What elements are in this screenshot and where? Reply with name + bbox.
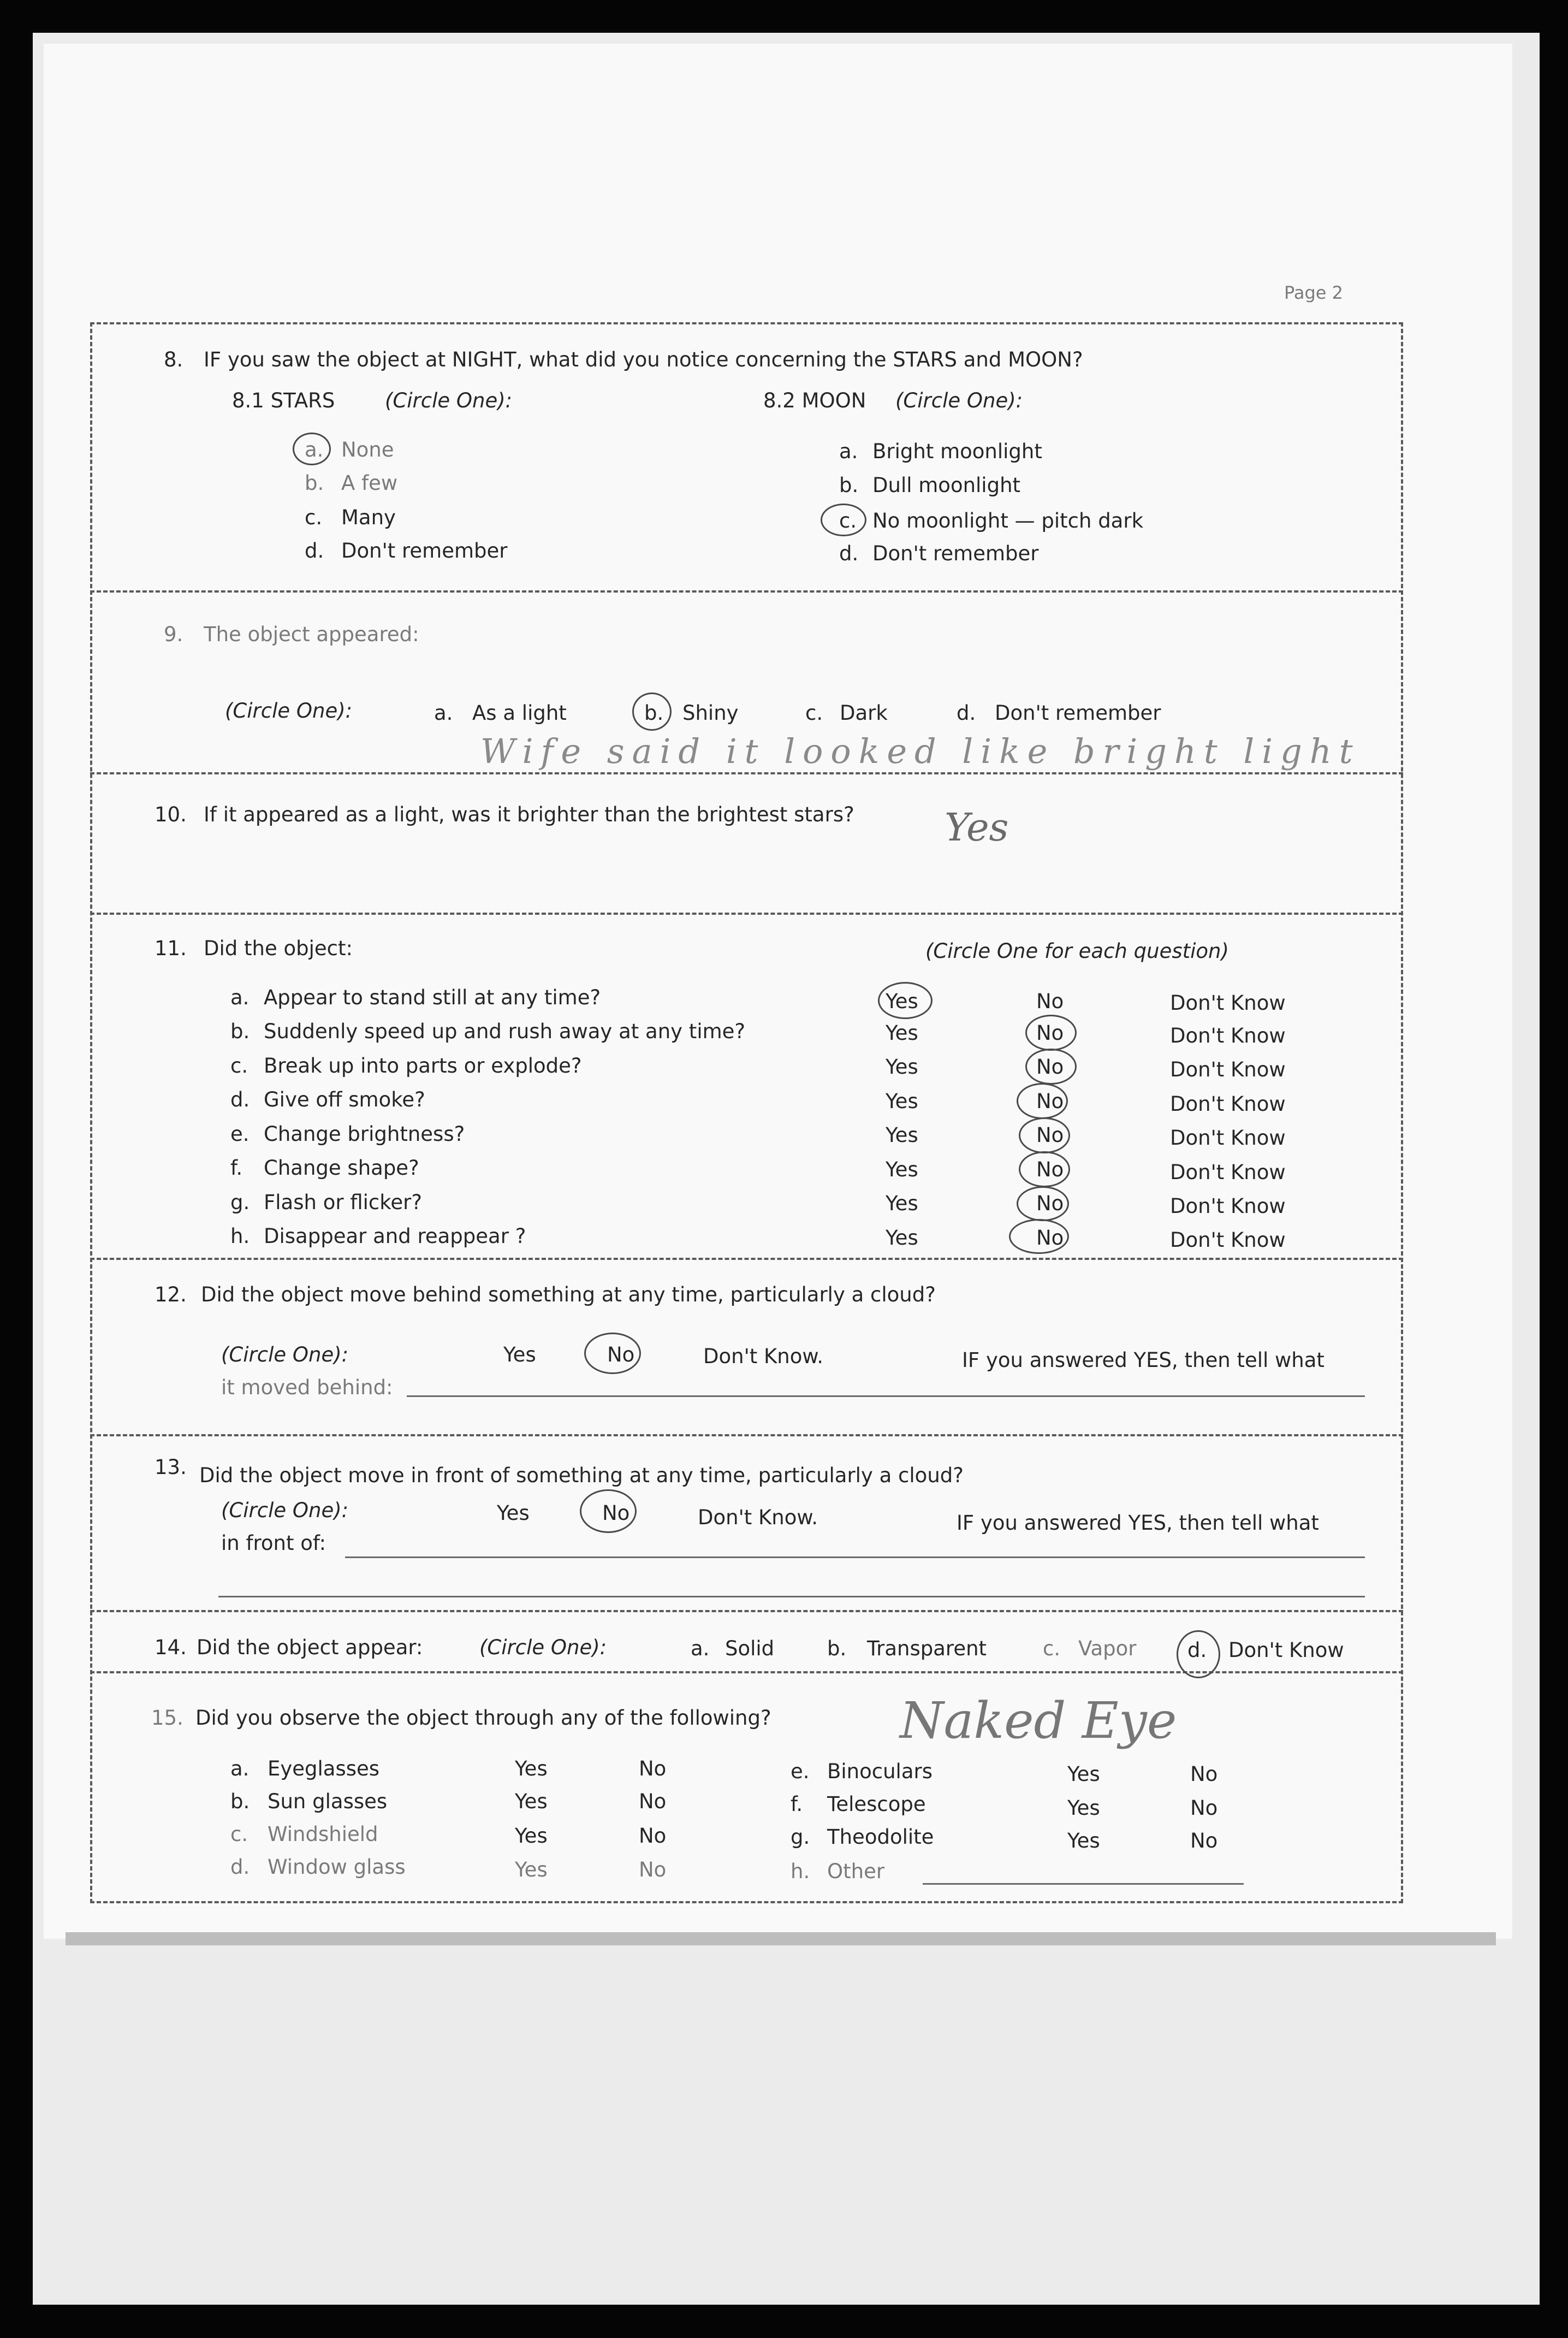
q11-row-label: Give off smoke?: [264, 1088, 425, 1111]
q8-number: 8.: [164, 348, 183, 371]
q11-row-letter: f.: [230, 1156, 243, 1180]
q14-number: 14.: [155, 1636, 187, 1659]
q11-row-yes: Yes: [886, 990, 918, 1013]
q13-instruction: (Circle One):: [221, 1499, 349, 1522]
q11-answer-circle: [1019, 1117, 1070, 1153]
q11-row-no: No: [1036, 1090, 1064, 1113]
q12-instruction: (Circle One):: [221, 1343, 349, 1366]
q11-row-yes: Yes: [886, 1226, 918, 1250]
q15-other-line[interactable]: [923, 1883, 1244, 1885]
q11-number: 11.: [155, 937, 187, 960]
q14-a-label: Solid: [725, 1637, 775, 1660]
q8-moon-b-letter: b.: [839, 473, 859, 497]
q11-row-dontknow: Don't Know: [1170, 1024, 1286, 1047]
q15-item-letter: a.: [230, 1757, 250, 1780]
q11-row-dontknow: Don't Know: [1170, 1126, 1286, 1150]
q15-item-label: Binoculars: [827, 1760, 933, 1783]
q11-row-letter: c.: [230, 1054, 248, 1078]
q15-item-no: No: [1190, 1829, 1218, 1852]
sheet-shadow: [66, 1932, 1496, 1945]
q13-number: 13.: [155, 1455, 187, 1479]
q15-item-no: No: [639, 1757, 667, 1780]
q15-item-no: No: [639, 1790, 667, 1813]
q8-stars-c-label: Many: [341, 506, 396, 529]
q8-stars-instruction: (Circle One):: [385, 389, 513, 412]
q11-answer-circle: [1019, 1151, 1070, 1187]
q11-row-no: No: [1036, 1226, 1064, 1250]
q15-item-letter: b.: [230, 1790, 250, 1813]
q8-moon-answer-circle: [821, 504, 866, 536]
q11-row-dontknow: Don't Know: [1170, 1161, 1286, 1184]
q8-stars-b-letter: b.: [305, 471, 324, 495]
q11-row-yes: Yes: [886, 1090, 918, 1113]
q11-row-dontknow: Don't Know: [1170, 1092, 1286, 1116]
q8-moon-a-letter: a.: [839, 440, 858, 463]
q8-moon-c-label: No moonlight — pitch dark: [872, 509, 1143, 532]
q8-stars-c-letter: c.: [305, 506, 323, 529]
q8-stars-answer-circle: [293, 433, 331, 465]
q9-b-letter: b.: [644, 701, 664, 725]
q9-d-letter: d.: [957, 701, 976, 725]
q15-item-yes: Yes: [1067, 1829, 1100, 1852]
q11-question: Did the object:: [204, 937, 353, 960]
q11-row-no: No: [1036, 1021, 1064, 1045]
q11-row-no: No: [1036, 1055, 1064, 1079]
q11-answer-circle: [1017, 1083, 1068, 1119]
q11-row-yes: Yes: [886, 1123, 918, 1147]
q11-instruction: (Circle One for each question): [925, 939, 1229, 963]
q11-row-yes: Yes: [886, 1158, 918, 1181]
q15-item-label: Sun glasses: [268, 1790, 388, 1813]
q14-d-label: Don't Know: [1228, 1638, 1344, 1662]
q11-row-yes: Yes: [886, 1192, 918, 1215]
q11-row-label: Change brightness?: [264, 1122, 465, 1146]
q9-handwritten-note: Wife said it looked like bright light: [480, 731, 1361, 771]
q15-item-yes: Yes: [515, 1858, 548, 1881]
q8-stars-d-label: Don't remember: [341, 539, 508, 563]
q15-item-label: Windshield: [268, 1822, 378, 1846]
q8-moon-b-label: Dull moonlight: [872, 473, 1021, 497]
q15-item-letter: d.: [230, 1855, 250, 1879]
q8-stars-d-letter: d.: [305, 539, 324, 563]
q12-number: 12.: [155, 1283, 187, 1306]
q15-item-yes: Yes: [1067, 1762, 1100, 1786]
q15-item-label: Telescope: [827, 1792, 926, 1816]
q15-item-yes: Yes: [515, 1824, 548, 1848]
q15-item-no: No: [1190, 1762, 1218, 1786]
q14-instruction: (Circle One):: [479, 1636, 607, 1659]
q14-question: Did the object appear:: [197, 1636, 423, 1659]
q14-c-letter: c.: [1043, 1637, 1061, 1660]
q11-answer-circle: [878, 982, 933, 1019]
q15-item-yes: Yes: [1067, 1796, 1100, 1820]
section-q10: [90, 774, 1403, 915]
q14-b-label: Transparent: [867, 1637, 987, 1660]
q9-c-letter: c.: [805, 701, 823, 725]
q11-row-label: Break up into parts or explode?: [264, 1054, 582, 1078]
q13-dontknow: Don't Know.: [698, 1506, 818, 1529]
q11-row-label: Flash or flicker?: [264, 1191, 422, 1214]
q12-question: Did the object move behind something at any time, particularly a cloud?: [201, 1283, 936, 1306]
q8-question: IF you saw the object at NIGHT, what did you notice concerning the STARS and MOON?: [204, 348, 1083, 371]
q11-answer-circle: [1025, 1049, 1077, 1085]
q11-row-dontknow: Don't Know: [1170, 991, 1286, 1015]
q15-number: 15.: [151, 1706, 183, 1730]
q11-row-label: Disappear and reappear ?: [264, 1224, 526, 1248]
q13-followup-label: in front of:: [221, 1531, 326, 1555]
q15-item-label: Other: [827, 1860, 885, 1883]
q9-instruction: (Circle One):: [225, 699, 353, 723]
q10-number: 10.: [155, 803, 187, 826]
q15-item-letter: c.: [230, 1822, 248, 1846]
q12-dontknow: Don't Know.: [703, 1345, 823, 1368]
q15-item-no: No: [639, 1858, 667, 1881]
q11-row-yes: Yes: [886, 1055, 918, 1079]
q15-item-letter: e.: [791, 1760, 810, 1783]
q15-handwritten-answer: Naked Eye: [900, 1691, 1177, 1750]
q15-item-letter: g.: [791, 1825, 810, 1849]
q11-row-letter: g.: [230, 1191, 250, 1214]
q14-d-letter: d.: [1187, 1638, 1207, 1662]
q12-if-yes-prompt: IF you answered YES, then tell what: [962, 1348, 1325, 1372]
q10-question: If it appeared as a light, was it brighter than the brightest stars?: [204, 803, 854, 826]
q13-no: No: [602, 1501, 630, 1525]
q12-no: No: [607, 1343, 635, 1366]
q11-row-no: No: [1036, 1158, 1064, 1181]
q15-item-no: No: [639, 1824, 667, 1848]
q8-moon-heading: 8.2 MOON: [763, 389, 866, 412]
q11-row-no: No: [1036, 1123, 1064, 1147]
q14-b-letter: b.: [827, 1637, 847, 1660]
q13-answer-line-2[interactable]: [218, 1596, 1365, 1597]
q12-yes: Yes: [503, 1343, 536, 1366]
q15-item-yes: Yes: [515, 1757, 548, 1780]
q11-row-letter: d.: [230, 1088, 250, 1111]
q13-answer-circle: [580, 1489, 637, 1533]
q8-stars-a-letter: a.: [305, 438, 324, 461]
q12-answer-line[interactable]: [407, 1395, 1365, 1397]
q9-a-letter: a.: [434, 701, 453, 725]
q15-item-letter: h.: [791, 1860, 810, 1883]
q14-answer-circle: [1177, 1630, 1220, 1678]
q9-number: 9.: [164, 623, 183, 646]
q11-row-letter: a.: [230, 986, 250, 1009]
q9-answer-circle: [632, 692, 672, 731]
q9-c-label: Dark: [840, 701, 888, 725]
q11-row-letter: e.: [230, 1122, 250, 1146]
q11-row-label: Change shape?: [264, 1156, 419, 1180]
q15-item-letter: f.: [791, 1792, 803, 1816]
q8-stars-heading: 8.1 STARS: [232, 389, 335, 412]
q15-item-label: Eyeglasses: [268, 1757, 380, 1780]
q9-a-label: As a light: [472, 701, 567, 725]
q11-row-no: No: [1036, 1192, 1064, 1215]
q11-row-dontknow: Don't Know: [1170, 1228, 1286, 1252]
q14-c-label: Vapor: [1078, 1637, 1137, 1660]
q15-question: Did you observe the object through any of the following?: [195, 1706, 771, 1730]
q13-yes: Yes: [497, 1501, 530, 1525]
q15-item-label: Theodolite: [827, 1825, 934, 1849]
q8-moon-d-letter: d.: [839, 542, 859, 565]
q11-answer-circle: [1017, 1186, 1069, 1221]
q11-row-letter: h.: [230, 1224, 250, 1248]
q12-answer-circle: [584, 1333, 641, 1374]
q11-row-dontknow: Don't Know: [1170, 1194, 1286, 1218]
page-label: Page 2: [1284, 282, 1343, 303]
q13-answer-line[interactable]: [345, 1556, 1365, 1558]
q13-if-yes-prompt: IF you answered YES, then tell what: [957, 1511, 1319, 1535]
q8-moon-a-label: Bright moonlight: [872, 440, 1042, 463]
q9-question: The object appeared:: [204, 623, 419, 646]
q8-stars-a-label: None: [341, 438, 394, 461]
q15-item-no: No: [1190, 1796, 1218, 1820]
q11-row-letter: b.: [230, 1020, 250, 1043]
q10-handwritten-answer: Yes: [945, 805, 1009, 850]
q11-row-dontknow: Don't Know: [1170, 1058, 1286, 1081]
q11-answer-circle: [1025, 1015, 1077, 1051]
q11-row-label: Appear to stand still at any time?: [264, 986, 601, 1009]
q11-row-label: Suddenly speed up and rush away at any time?: [264, 1020, 746, 1043]
q12-followup-label: it moved behind:: [221, 1376, 393, 1399]
q8-moon-d-label: Don't remember: [872, 542, 1039, 565]
q9-b-label: Shiny: [682, 701, 739, 725]
q11-row-yes: Yes: [886, 1021, 918, 1045]
q11-row-no: No: [1036, 990, 1064, 1013]
q8-stars-b-label: A few: [341, 471, 398, 495]
q8-moon-c-letter: c.: [839, 509, 857, 532]
q15-item-yes: Yes: [515, 1790, 548, 1813]
q11-answer-circle: [1009, 1219, 1069, 1254]
q14-a-letter: a.: [691, 1637, 710, 1660]
q8-moon-instruction: (Circle One):: [895, 389, 1023, 412]
q15-item-label: Window glass: [268, 1855, 406, 1879]
q9-d-label: Don't remember: [995, 701, 1161, 725]
q13-question: Did the object move in front of something at any time, particularly a cloud?: [199, 1464, 964, 1487]
